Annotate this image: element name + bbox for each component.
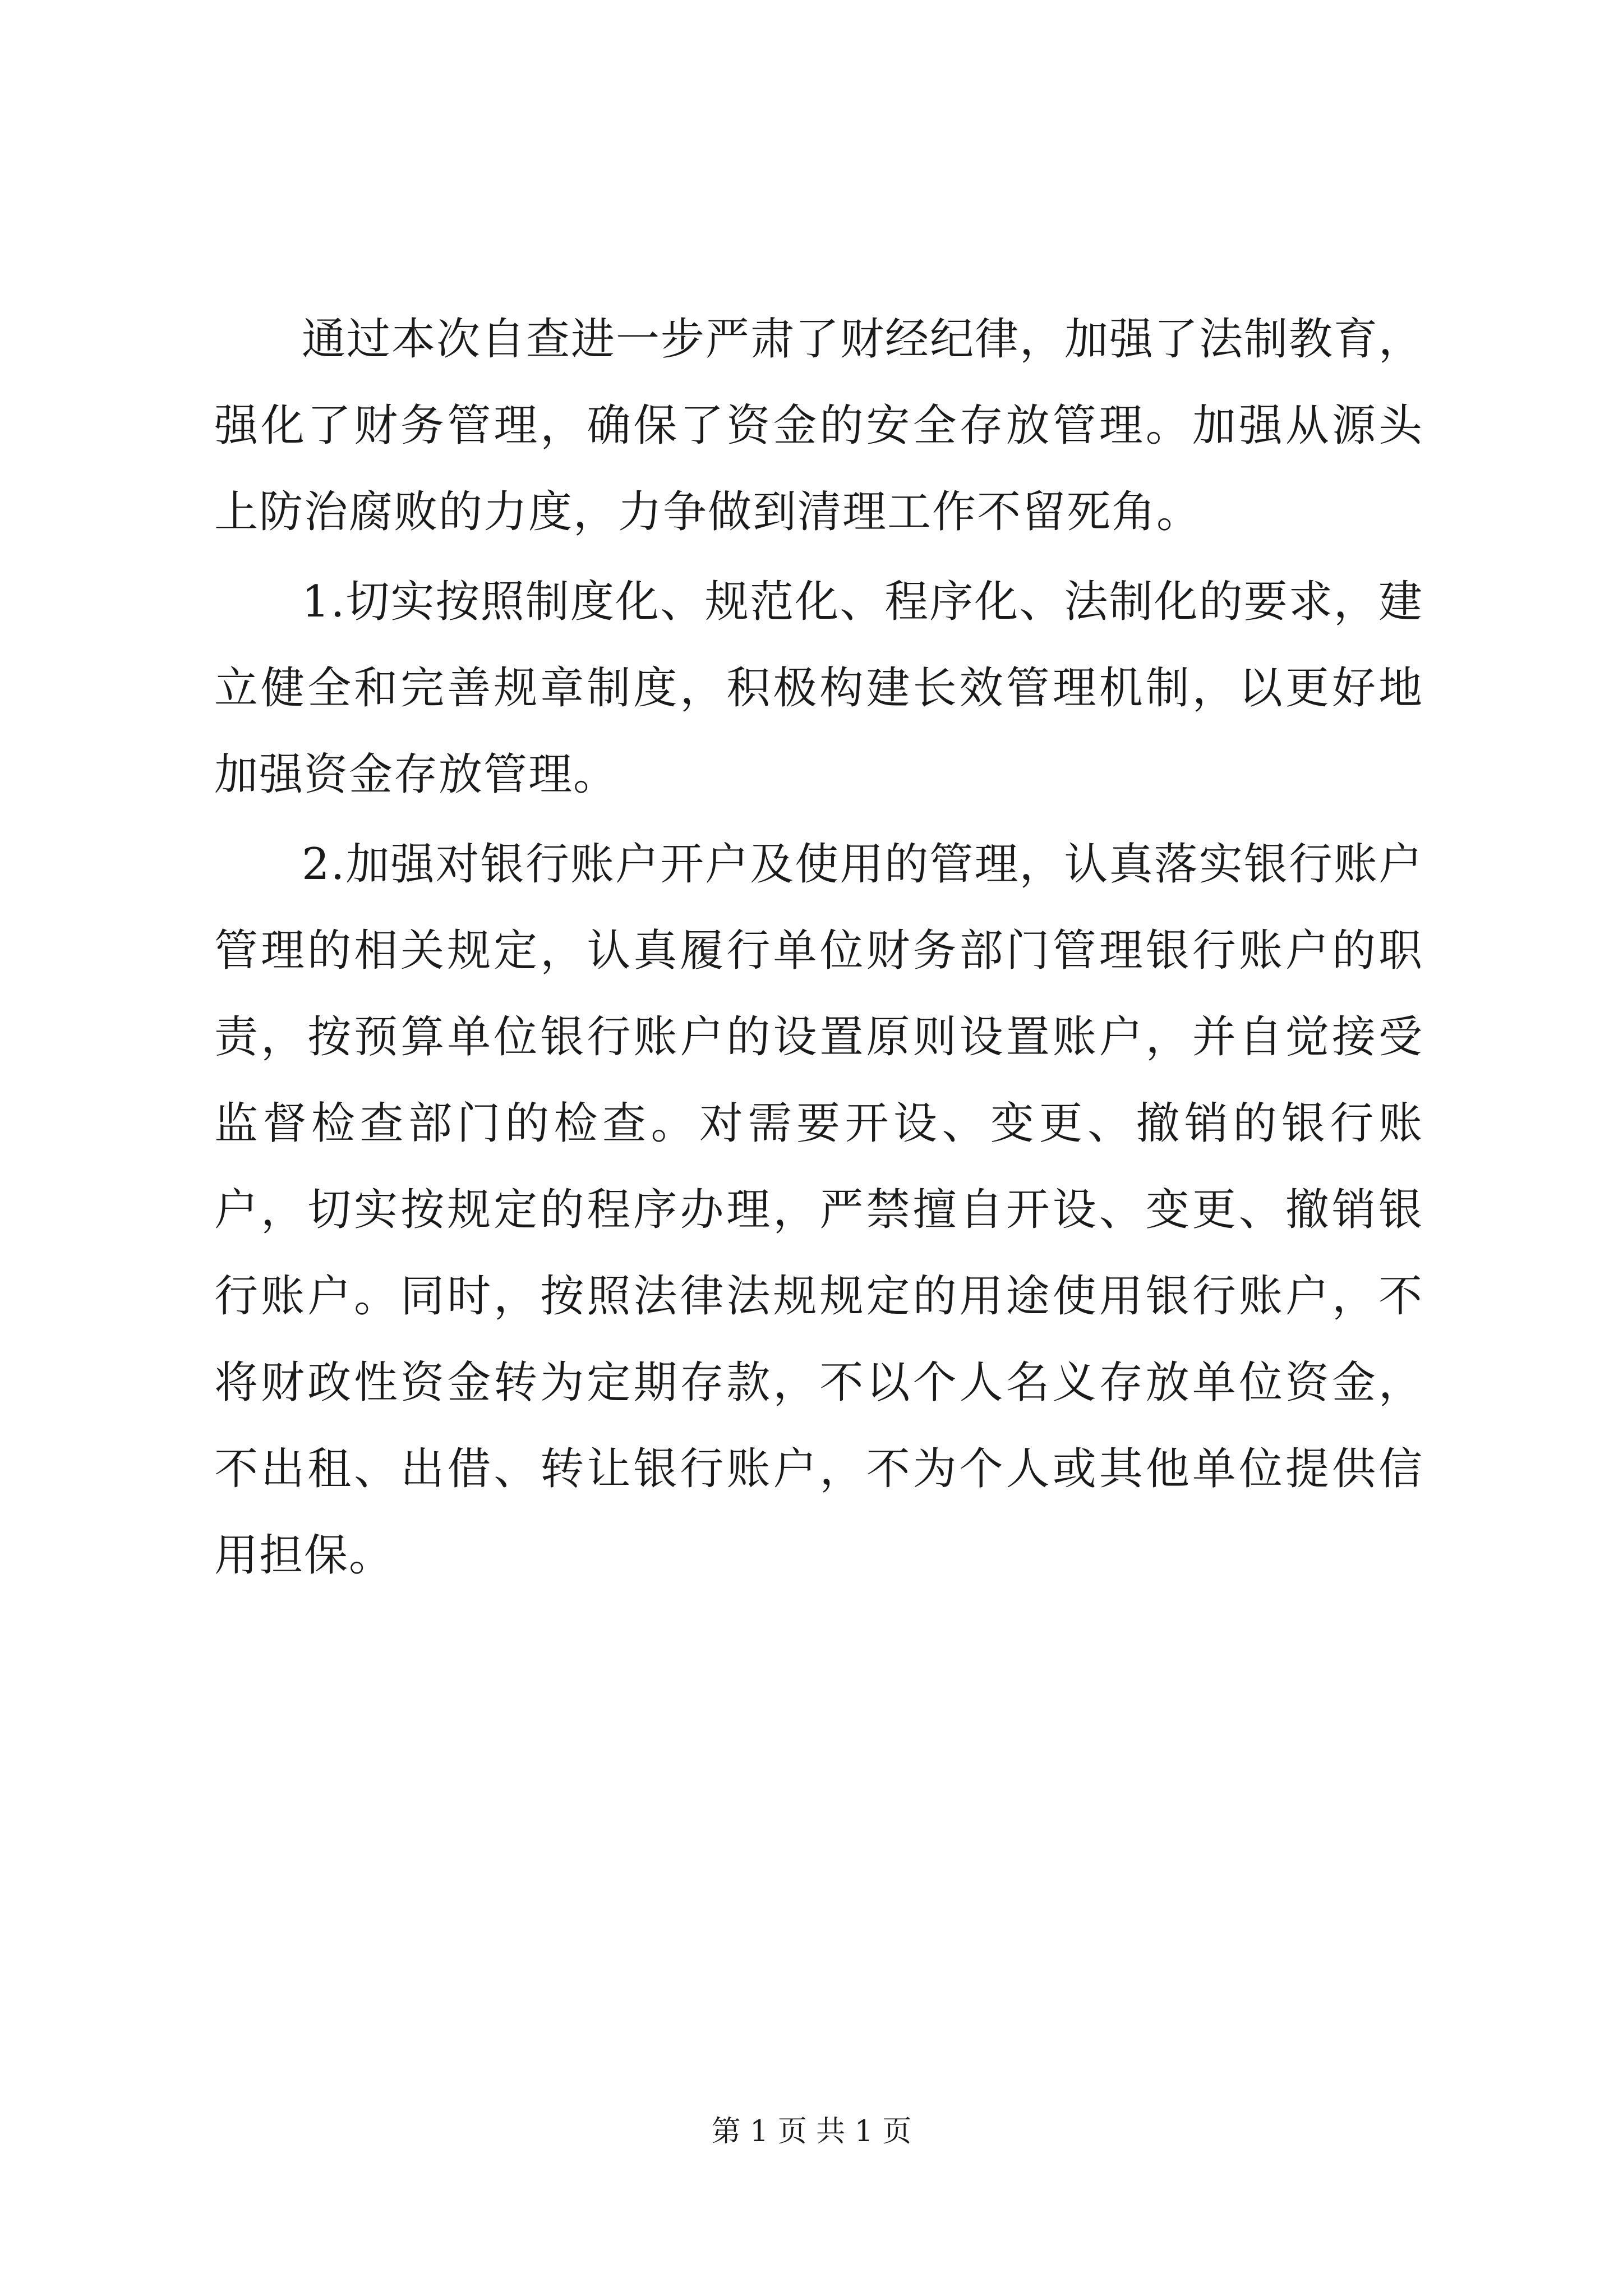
document-body [214,296,1423,1602]
page-footer: 第 1 页 共 1 页 [711,2115,912,2148]
paragraph-item-1: 1.切实按照制度化、规范化、程序化、法制化的要求，建立健全和完善规章制度，积极构建长效管理机制，以更好地加强资金存放管理。 [214,577,1423,800]
paragraph-item-2: 2.加强对银行账户开户及使用的管理，认真落实银行账户管理的相关规定，认真履行单位财务部门管理银行账户的职责，按预算单位银行账户的设置原则设置账户，并自觉接受监督检查部门的检查。对需要开设、变更、撤销的银行账户，切实按规定的程序办理，严禁擅自开设、变更、撤销银行账户。同时，按照法律法规规定的用途使用银行账户，不将财政性资金转为定期存款，不以个人名义存放单位资金，不出租、出借、转让银行账户，不为个人或其他单位提供信用担保。 [214,839,1423,1581]
paragraph-summary: 通过本次自查进一步严肃了财经纪律，加强了法制教育，强化了财务管理，确保了资金的安全存放管理。加强从源头上防治腐败的力度，力争做到清理工作不留死角。 [214,314,1424,537]
